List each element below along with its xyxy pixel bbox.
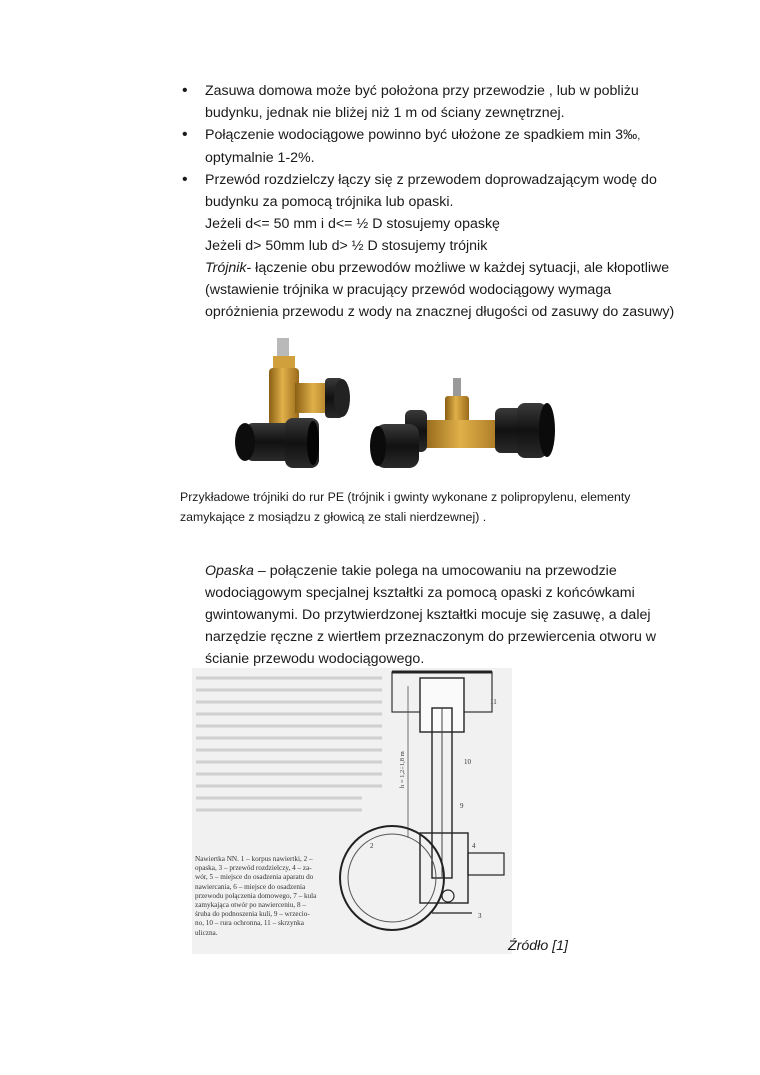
legend-line: śruba do podnoszenia kuli, 9 – wrzecio- [195, 910, 310, 919]
text-fragment: , [637, 130, 641, 142]
bullet-text-line: (wstawienie trójnika w pracujący przewód wodociągowy wymaga [205, 282, 612, 298]
label-10: 10 [464, 758, 471, 766]
bullet-text-line: budynku za pomocą trójnika lub opaski. [205, 194, 454, 210]
bullet-gate-valve [180, 80, 680, 124]
opaska-line: wodociągowym specjalnej kształtki za pomocą opaski z końcówkami [205, 585, 635, 601]
legend-line: zamykająca otwór po nawierceniu, 8 – [195, 901, 306, 910]
caption-line: Przykładowe trójniki do rur PE (trójnik i gwinty wykonane z polipropylenu, elementy [180, 490, 631, 504]
opaska-line: narzędzie ręczne z wiertłem przeznaczonym do przewiercenia otworu w [205, 629, 657, 645]
opaska-line: ścianie przewodu wodociągowego. [205, 651, 425, 667]
dimension-label: h = 1,2÷1,8 m [399, 751, 406, 788]
figure-legend [195, 855, 373, 947]
bullet-text-line: • Zasuwa domowa może być położona przy przewodzie , lub w pobliżu [205, 83, 639, 99]
label-9: 9 [460, 802, 464, 810]
text-fragment: – [253, 563, 270, 579]
bullet-distribution-pipe [180, 169, 680, 323]
legend-line: Nawiertka NN. 1 – korpus nawiertki, 2 – [195, 855, 313, 863]
opaska-paragraph [205, 560, 675, 670]
bullet-slope [180, 124, 680, 169]
rule-line: Jeżeli d<= 50 mm i d<= ½ D stosujemy opaskę [205, 216, 500, 232]
text-fragment: - łączenie obu przewodów możliwe w każdej sytuacji, ale kłopotliwe [246, 260, 670, 276]
label-3: 3 [478, 912, 482, 920]
legend-line: no, 10 – rura ochronna, 11 – skrzynka [195, 919, 304, 928]
opaska-term: Opaska [205, 563, 254, 579]
bullet-text-line: optymalnie 1-2%. [205, 150, 315, 166]
right-tee-fitting [370, 378, 555, 468]
text-fragment: połączenie takie polega na umocowaniu na przewodzie [269, 563, 617, 579]
legend-line: przewodu połączenia domowego, 7 – kula [195, 891, 317, 900]
legend-line: opaska, 3 – przewód rozdzielczy, 4 – za- [195, 864, 312, 873]
legend-line: uliczna. [195, 928, 218, 937]
trojnik-line [205, 257, 680, 279]
trojnik-term: Trójnik [205, 260, 247, 276]
photo-caption [180, 487, 690, 527]
bullet-text-line: opróżnienia przewodu z wody na znacznej długości od zasuwy do zasuwy) [205, 304, 675, 320]
bullet-text-line: • Przewód rozdzielczy łączy się z przewodem doprowadzającym wodę do [205, 172, 657, 188]
bullet-text-line [205, 124, 680, 147]
legend-line: wór, 5 – miejsce do osadzenia aparatu do [195, 873, 314, 882]
label-4: 4 [472, 842, 476, 850]
opaska-line: gwintowanymi. Do przytwierdzonej kształtki mocuje się zasuwę, a dalej [205, 607, 651, 623]
label-11: 11 [490, 698, 497, 706]
bullet-text-line: budynku, jednak nie bliżej niż 1 m od ściany zewnętrznej. [205, 105, 565, 121]
source-citation: Źródło [1] [508, 938, 568, 954]
caption-line: zamykające z mosiądzu z głowicą ze stali nierdzewnej) . [180, 510, 487, 524]
tee-fittings-photo [225, 338, 555, 478]
left-tee-fitting [235, 338, 350, 468]
bullet-list [180, 80, 680, 323]
permil-sign: ‰ [623, 127, 638, 143]
legend-line: nawiercania, 6 – miejsce do osadzenia [195, 882, 306, 891]
opaska-line [205, 560, 675, 582]
rule-line: Jeżeli d> 50mm lub d> ½ D stosujemy trójnik [205, 238, 488, 254]
text-fragment: Połączenie wodociągowe powinno być ułożone ze spadkiem min 3 [205, 127, 623, 143]
label-2: 2 [370, 842, 374, 850]
